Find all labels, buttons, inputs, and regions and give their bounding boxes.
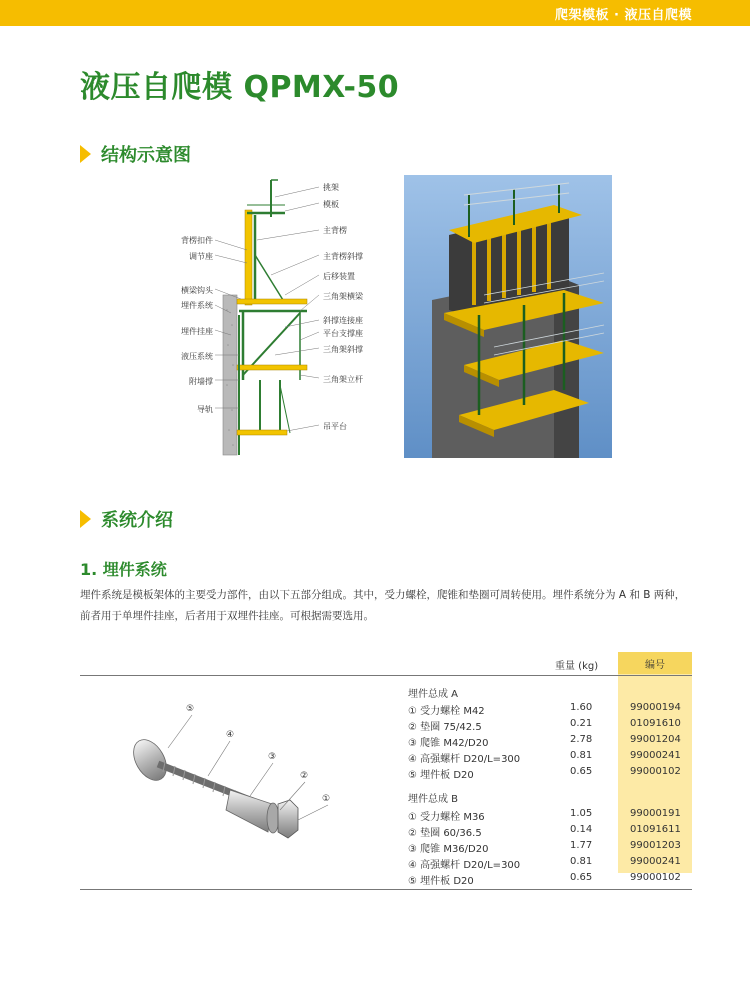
row-name: ① 受力螺栓 M42 (408, 706, 485, 717)
diagram-label: 三角架斜撑 (323, 345, 363, 354)
formwork-render-image (404, 175, 612, 458)
section-structure-label: 结构示意图 (101, 145, 191, 166)
row-name: ④ 高强螺杆 D20/L=300 (408, 754, 521, 765)
page-title: 液压自爬模 QPMX-50 (80, 70, 400, 105)
diagram-label: 液压系统 (181, 352, 213, 361)
diagram-label: 埋件挂座 (181, 327, 213, 336)
callout-4: ④ (226, 730, 235, 740)
diagram-label: 模板 (323, 200, 339, 209)
row-name: ③ 爬锥 M42/D20 (408, 738, 489, 749)
subsection-paragraph: 埋件系统是模板架体的主要受力部件，由以下五部分组成。其中，受力螺栓，爬锥和垫圈可周转使用。埋件系统分为 A 和 B 两种，前者用于单埋件挂座，后者用于双埋件挂座。可根据需要选用。 (80, 589, 686, 622)
row-weight: 0.65 (570, 872, 593, 883)
callout-2: ② (300, 771, 309, 781)
diagram-label: 三角架横梁 (323, 292, 363, 301)
callout-5: ⑤ (186, 704, 195, 714)
diagram-label: 埋件系统 (181, 301, 213, 310)
row-name: ⑤ 埋件板 D20 (408, 770, 474, 781)
diagram-label: 背楞扣件 (181, 236, 213, 245)
row-name: ① 受力螺栓 M36 (408, 812, 485, 823)
row-weight: 1.60 (570, 702, 593, 713)
code-column-header-label: 编号 (645, 660, 665, 671)
section-intro-heading (80, 506, 173, 532)
header-bar (0, 0, 750, 26)
row-code: 99000191 (630, 808, 681, 819)
row-weight: 0.65 (570, 766, 593, 777)
diagram-label: 横梁钩头 (181, 286, 213, 295)
callout-3: ③ (268, 752, 277, 762)
breadcrumb: 爬架模板 · 液压自爬模 (555, 8, 692, 23)
diagram-label: 附墙撑 (189, 377, 213, 386)
row-weight: 0.81 (570, 856, 593, 867)
row-code: 99001203 (630, 840, 681, 851)
embedded-part-illustration (100, 692, 360, 872)
row-weight: 0.21 (570, 718, 593, 729)
group-title-b: 埋件总成 B (408, 794, 459, 805)
embedded-bolt-drawing (100, 692, 360, 872)
section-structure-heading (80, 141, 191, 167)
diagram-label: 三角架立杆 (323, 375, 363, 384)
row-name: ② 垫圈 75/42.5 (408, 722, 482, 733)
row-name: ② 垫圈 60/36.5 (408, 828, 482, 839)
row-name: ⑤ 埋件板 D20 (408, 876, 474, 887)
weight-column-header: 重量 (kg) (555, 661, 599, 672)
row-code: 99000102 (630, 872, 681, 883)
row-code: 99000102 (630, 766, 681, 777)
row-weight: 0.81 (570, 750, 593, 761)
diagram-label: 吊平台 (323, 422, 347, 431)
diagram-label: 导轨 (197, 405, 213, 414)
section-intro-label: 系统介绍 (101, 510, 173, 531)
code-column-header (618, 652, 692, 674)
diagram-label: 斜撑连接座 (323, 316, 363, 325)
row-code: 99000194 (630, 702, 681, 713)
row-code: 99000241 (630, 750, 681, 761)
row-code: 01091611 (630, 824, 681, 835)
formwork-render-drawing (404, 175, 612, 458)
diagram-label: 挑架 (323, 183, 339, 192)
row-weight: 1.05 (570, 808, 593, 819)
diagram-label: 平台支撑座 (323, 329, 363, 338)
row-weight: 0.14 (570, 824, 593, 835)
subsection-title: 1. 埋件系统 (80, 560, 167, 579)
row-name: ③ 爬锥 M36/D20 (408, 844, 489, 855)
row-code: 99000241 (630, 856, 681, 867)
table-top-rule (80, 675, 692, 676)
table-bottom-rule (80, 889, 692, 890)
arrow-bullet-icon (80, 510, 91, 528)
row-code: 01091610 (630, 718, 681, 729)
diagram-label: 主背楞 (323, 226, 347, 235)
diagram-label: 后移装置 (323, 272, 355, 281)
callout-1: ① (322, 794, 331, 804)
row-weight: 1.77 (570, 840, 593, 851)
diagram-label: 主背楞斜撑 (323, 252, 363, 261)
row-weight: 2.78 (570, 734, 593, 745)
row-name: ④ 高强螺杆 D20/L=300 (408, 860, 521, 871)
row-code: 99001204 (630, 734, 681, 745)
structure-diagram (175, 175, 375, 475)
arrow-bullet-icon (80, 145, 91, 163)
group-title-a: 埋件总成 A (408, 689, 459, 700)
diagram-label: 调节座 (189, 252, 213, 261)
